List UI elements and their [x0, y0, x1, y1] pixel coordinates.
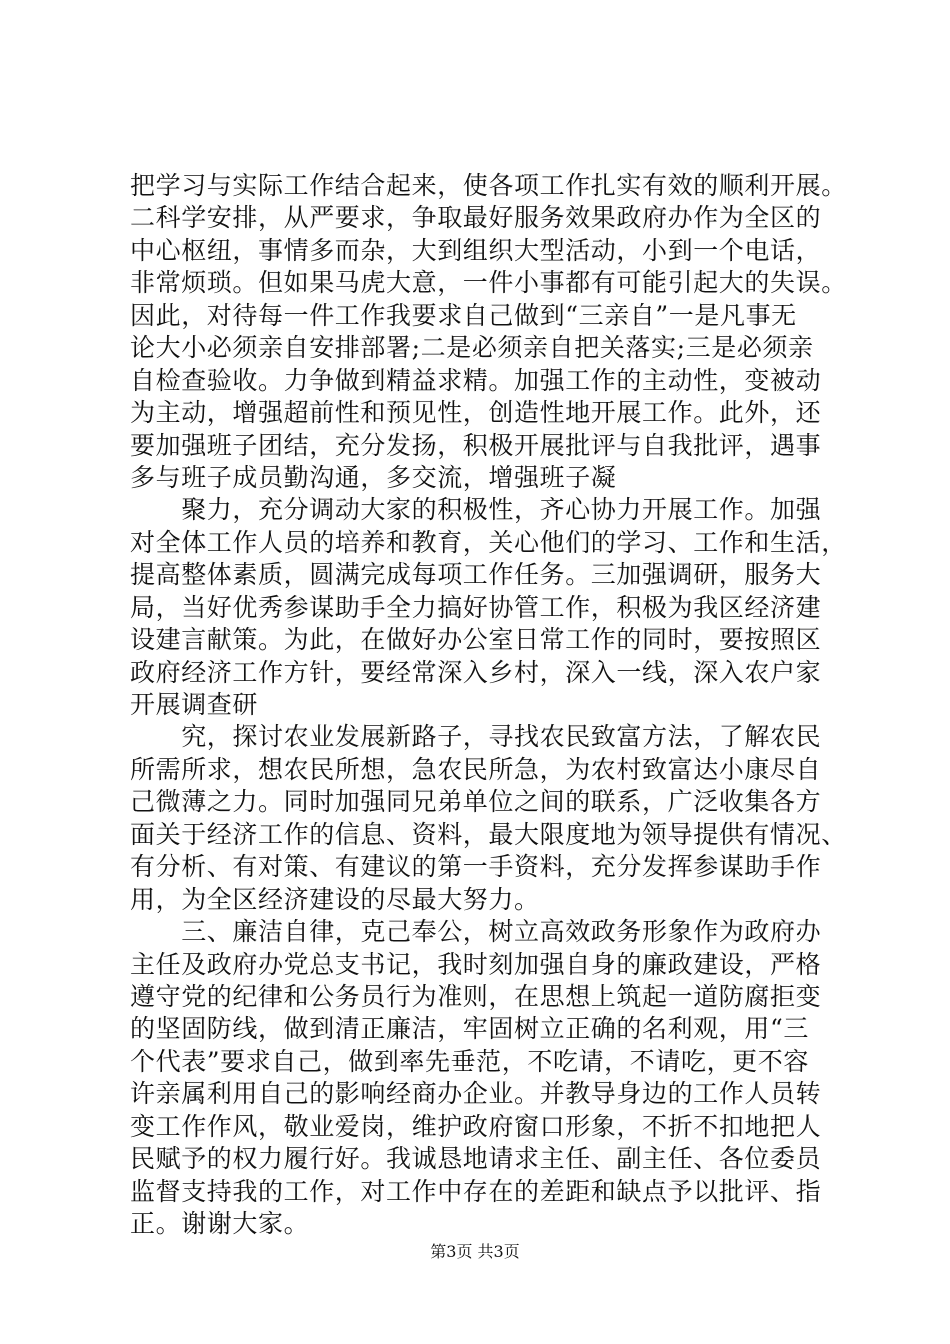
- text-line: 用，为全区经济建设的尽最大努力。: [130, 884, 540, 914]
- text-line: 所需所求，想农民所想，急农民所急，为农村致富达小康尽自: [130, 754, 822, 784]
- text-line: 对全体工作人员的培养和教育，关心他们的学习、工作和生活，: [130, 527, 847, 557]
- text-line: 聚力，充分调动大家的积极性，齐心协力开展工作。加强: [130, 495, 822, 525]
- text-line: 的坚固防线，做到清正廉洁，牢固树立正确的名利观，用“三: [130, 1014, 809, 1044]
- text-line: 为主动，增强超前性和预见性，创造性地开展工作。此外，还: [130, 398, 822, 428]
- text-line: 有分析、有对策、有建议的第一手资料，充分发挥参谋助手作: [130, 852, 822, 882]
- text-line: 许亲属利用自己的影响经商办企业。并教导身边的工作人员转: [130, 1079, 822, 1109]
- text-line: 监督支持我的工作，对工作中存在的差距和缺点予以批评、指: [130, 1176, 822, 1206]
- text-line: 局，当好优秀参谋助手全力搞好协管工作，积极为我区经济建: [130, 592, 822, 622]
- text-line: 主任及政府办党总支书记，我时刻加强自身的廉政建设，严格: [130, 949, 822, 979]
- text-line: 把学习与实际工作结合起来，使各项工作扎实有效的顺利开展。: [130, 171, 847, 200]
- text-line: 要加强班子团结，充分发扬，积极开展批评与自我批评，遇事: [130, 430, 822, 460]
- text-line: 己微薄之力。同时加强同兄弟单位之间的联系，广泛收集各方: [130, 787, 822, 817]
- text-line: 开展调查研: [130, 690, 259, 719]
- text-line: 多与班子成员勤沟通，多交流，增强班子凝: [130, 462, 617, 492]
- text-line: 自检查验收。力争做到精益求精。加强工作的主动性，变被动: [130, 365, 822, 395]
- text-line: 遵守党的纪律和公务员行为准则，在思想上筑起一道防腐拒变: [130, 981, 822, 1011]
- body-text: [130, 170, 847, 1240]
- text-line: 三、廉洁自律，克己奉公，树立高效政务形象作为政府办: [130, 917, 822, 947]
- text-line: 正。谢谢大家。: [130, 1209, 310, 1238]
- text-line: 论大小必须亲自安排部署;二是必须亲自把关落实;三是必须亲: [130, 333, 814, 363]
- text-line: 变工作作风，敬业爱岗，维护政府窗口形象，不折不扣地把人: [130, 1111, 822, 1141]
- text-line: 个代表”要求自己，做到率先垂范，不吃请，不请吃，更不容: [130, 1046, 809, 1076]
- text-line: 究，探讨农业发展新路子，寻找农民致富方法，了解农民: [130, 722, 822, 752]
- text-line: 提高整体素质，圆满完成每项工作任务。三加强调研，服务大: [130, 560, 822, 590]
- text-line: 因此，对待每一件工作我要求自己做到“三亲自”一是凡事无: [130, 300, 797, 330]
- text-line: 中心枢纽，事情多而杂，大到组织大型活动，小到一个电话，: [130, 235, 822, 265]
- text-line: 面关于经济工作的信息、资料，最大限度地为领导提供有情况、: [130, 819, 847, 849]
- text-line: 非常烦琐。但如果马虎大意，一件小事都有可能引起大的失误。: [130, 268, 847, 298]
- text-line: 设建言献策。为此，在做好办公室日常工作的同时，要按照区: [130, 625, 822, 655]
- page-number-footer: 第3页 共3页: [430, 1242, 520, 1261]
- text-line: 民赋予的权力履行好。我诚恳地请求主任、副主任、各位委员: [130, 1144, 822, 1174]
- text-line: 政府经济工作方针，要经常深入乡村，深入一线，深入农户家: [130, 657, 822, 687]
- text-line: 二科学安排，从严要求，争取最好服务效果政府办作为全区的: [130, 203, 822, 233]
